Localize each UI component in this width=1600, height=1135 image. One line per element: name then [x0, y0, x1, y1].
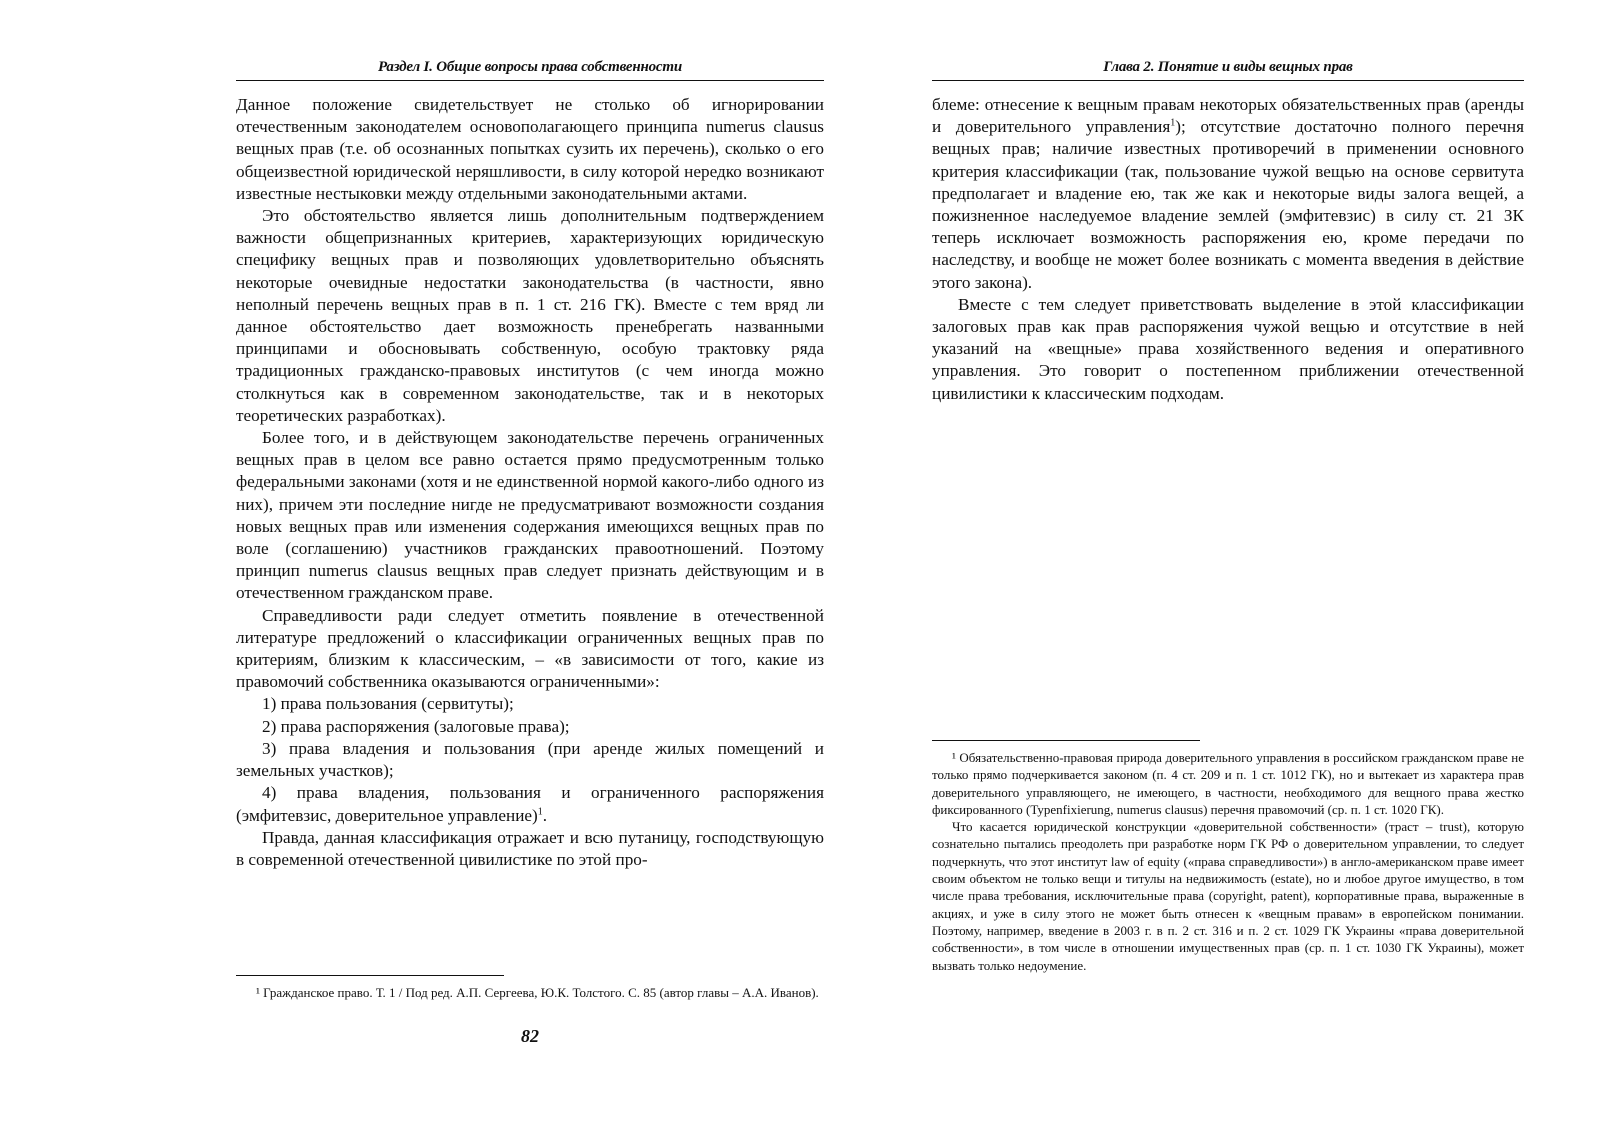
paragraph: Правда, данная классификация отражает и всю путаницу, господствующую в современной отечественной цивилистике по этой про- [236, 827, 824, 869]
footnotes [236, 984, 824, 1001]
paragraph-text: блеме: отнесение к вещным правам некоторых обязательственных прав (аренды и доверительного управления [932, 95, 1524, 137]
footnote: ¹ Обязательственно-правовая природа доверительного управления в российском гражданском праве не только прямо подчеркивается законом (п. 4 ст. 209 и п. 1 ст. 1012 ГК), но и вытекает из характера прав доверительного управляющего, не имеющего, в частности, необходимого для вещного права жестко фиксированного (Typenfixierung, numerus clausus) перечня правомочий (ср. п. 1 ст. 1020 ГК). [932, 750, 1524, 817]
footnote: ¹ Гражданское право. Т. 1 / Под ред. А.П. Сергеева, Ю.К. Толстого. С. 85 (автор главы – А.А. Иванов). [256, 985, 819, 1000]
page-number: 82 [521, 1026, 539, 1046]
footnote-rule [932, 740, 1200, 741]
running-head: Глава 2. Понятие и виды вещных прав [1103, 59, 1353, 75]
list-item: 4) права владения, пользования и ограниченного распоряжения (эмфитевзис, доверительное управление)$^1$. [236, 783, 824, 825]
paragraph: Вместе с тем следует приветствовать выделение в этой классификации залоговых прав как прав распоряжения чужой вещью и отсутствие в ней указаний на «вещные» права хозяйственного ведения и оперативного управления. Это говорит о постепенном приближении отечественной цивилистики к классическим подходам. [932, 294, 1524, 403]
running-head: Раздел I. Общие вопросы права собственности [378, 59, 682, 75]
footnotes [932, 749, 1524, 974]
header-rule [932, 80, 1524, 81]
paragraph: Более того, и в действующем законодательстве перечень ограниченных вещных прав в целом все равно остается прямо предусмотренным только федеральными законами (хотя и не единственной нормой какого-либо одного из них), причем эти последние нигде не предусматривают возможности создания новых вещных прав или изменения содержания имеющихся вещных прав по воле (соглашению) участников гражданских правоотношений. Поэтому принцип numerus clausus вещных прав следует признать действующим и в отечественном гражданском праве. [236, 428, 824, 603]
list-item: 1) права пользования (сервитуты); [262, 694, 514, 714]
body-text [236, 94, 824, 871]
paragraph: Справедливости ради следует отметить появление в отечественной литературе предложений о классификации ограниченных вещных прав по критериям, близким к классическим, – «в зависимости от того, какие из правомочий собственника оказываются ограниченными»: [236, 605, 824, 692]
list-item: 3) права владения и пользования (при аренде жилых помещений и земельных участков); [236, 738, 824, 781]
header-rule [236, 80, 824, 81]
footnote-rule [236, 975, 504, 976]
footnote-ref: 1 [537, 805, 543, 817]
footnote-ref: 1 [1170, 117, 1176, 129]
paragraph [932, 94, 1524, 294]
list-item: 2) права распоряжения (залоговые права); [262, 716, 570, 736]
footnote: Что касается юридической конструкции «доверительной собственности» (траст – trust), которую сознательно пытались преодолеть при разработке норм ГК РФ о доверительном управлении, то следует подчеркнуть, что этот институт law of equity («права справедливости») в англо-американском праве имеет своим объектом не только вещи и титулы на недвижимость (estate), но и любое другое имущество, в том числе права требования, исключительные права (copyright, patent), корпоративные права, выраженные в акциях, и уже в силу этого не может быть отнесен к «вещным правам» в европейском понимании. Поэтому, например, введение в 2003 г. в п. 2 ст. 316 и п. 2 ст. 1029 ГК Украины «права доверительной собственности», в том числе в отношении имущественных прав (ср. п. 1 ст. 1030 ГК Украины), может вызвать только недоумение. [932, 819, 1524, 973]
paragraph-text: ); отсутствие достаточно полного перечня вещных прав; наличие известных противоречий в применении основного критерия классификации (так, пользование чужой вещью на основе сервитута предполагает и владение ею, так же как и некоторые виды залога вещей, а пожизненное наследуемое владение землей (эмфитевзис) в силу ст. 21 ЗК теперь исключает возможность распоряжения ею, кроме передачи по наследству, и вообще не может более возникать с момента введения в действие этого закона). [932, 117, 1524, 292]
list-item-text: 4) права владения, пользования и ограниченного распоряжения (эмфитевзис, доверительное управление) [236, 783, 824, 825]
paragraph: Это обстоятельство является лишь дополнительным подтверждением важности общепризнанных критериев, характеризующих юридическую специфику вещных прав и позволяющих удовлетворительно объяснять некоторые очевидные недостатки законодательства (в частности, явно неполный перечень вещных прав в п. 1 ст. 216 ГК). Вместе с тем вряд ли данное обстоятельство дает возможность пренебрегать названными принципами и обосновывать собственную, особую трактовку ряда традиционных гражданско-правовых институтов (с чем иногда можно столкнуться как в современном законодательстве, так и в некоторых теоретических разработках). [236, 206, 824, 425]
paragraph: Данное положение свидетельствует не столько об игнорировании отечественным законодателем основополагающего принципа numerus clausus вещных прав (т.е. об осознанных попытках сузить их перечень), сколько о его общеизвестной юридической неряшливости, в силу которой нередко возникают известные нестыковки между отдельными законодательными актами. [236, 95, 824, 203]
body-text [932, 94, 1524, 405]
